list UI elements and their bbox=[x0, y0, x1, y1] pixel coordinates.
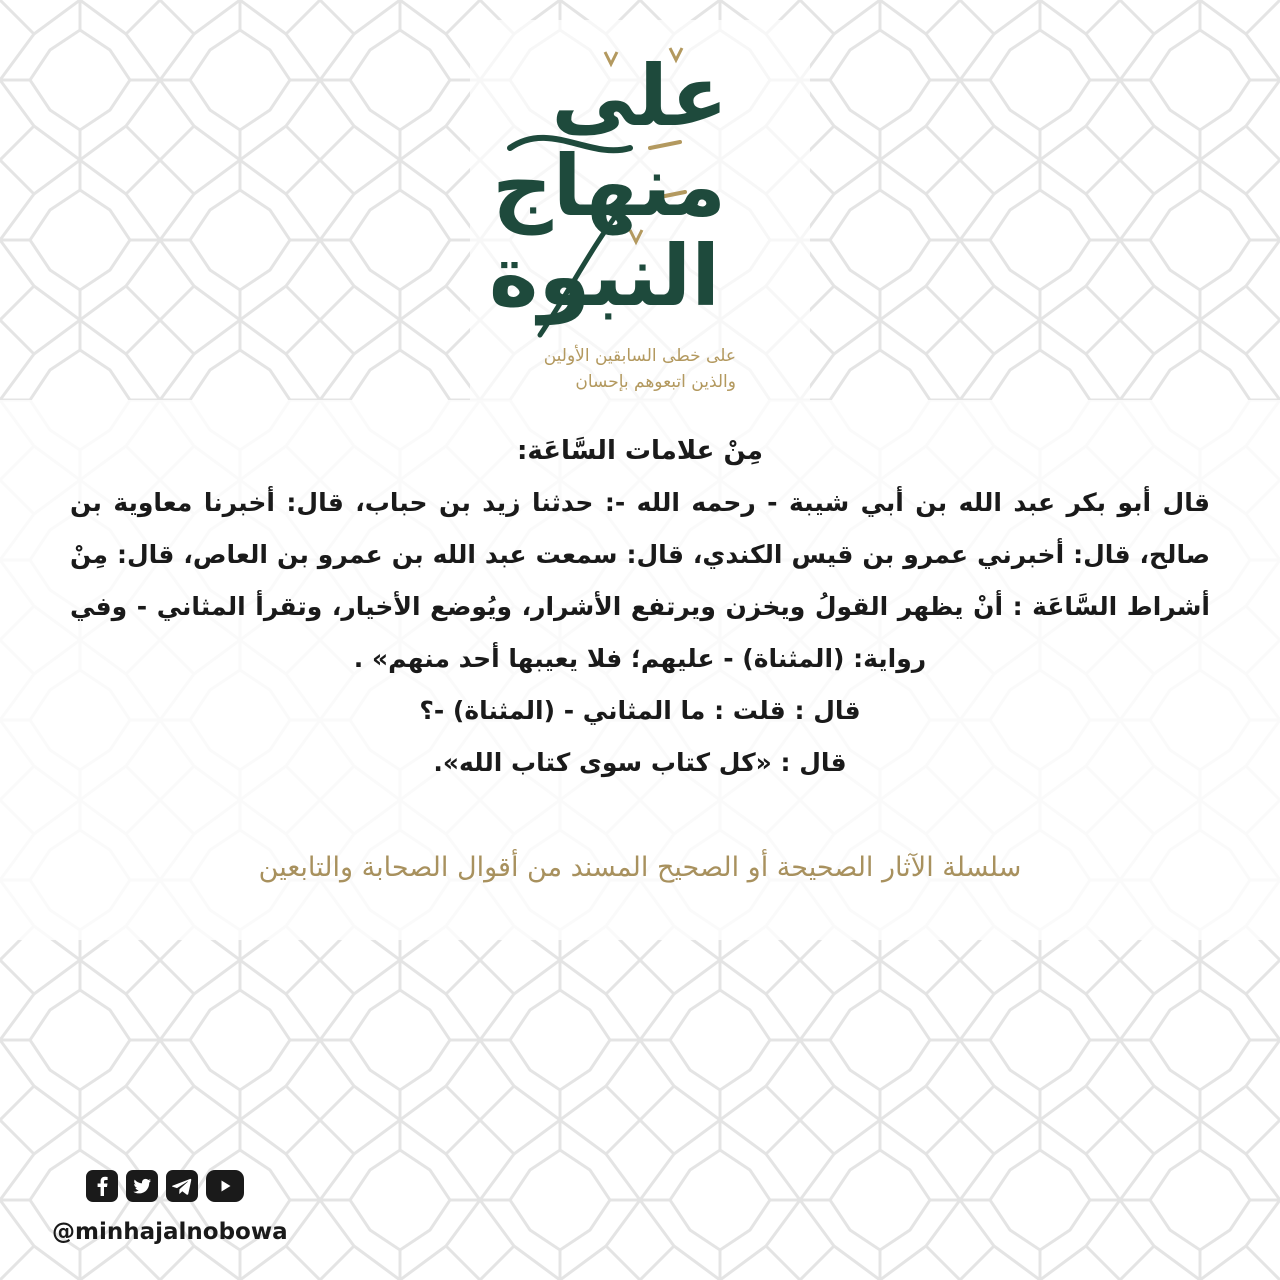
logo-tagline-2: والذين اتبعوهم بإحسان bbox=[575, 372, 736, 392]
post-body: قال أبو بكر عبد الله بن أبي شيبة - رحمه الله -: حدثنا زيد بن حباب، قال: أخبرنا معاوية بن صالح، قال: أخبرني عمرو بن قيس الكندي، قال: سمعت عبد الله بن عمرو بن العاص، قال: مِنْ أشراط السَّاعَة : أنْ يظهر القولُ ويخزن ويرتفع الأشرار، ويُوضع الأخيار، وتقرأ المثاني - وفي رواية: (المثناة) - عليهم؛ فلا يعيبها أحد منهم» . bbox=[70, 488, 1210, 673]
logo bbox=[480, 30, 800, 400]
youtube-icon[interactable] bbox=[206, 1170, 244, 1202]
post-title: مِنْ علامات السَّاعَة: bbox=[517, 436, 763, 466]
logo-word-3: النبوة bbox=[488, 227, 720, 325]
social-handle[interactable]: @minhajalnobowa bbox=[52, 1219, 288, 1245]
post-line-2: قال : قلت : ما المثاني - (المثناة) -؟ bbox=[419, 696, 861, 725]
post-line-3: قال : «كل كتاب سوى كتاب الله». bbox=[433, 748, 847, 777]
logo-word-1: على bbox=[551, 47, 728, 145]
logo-word-2: منهاج bbox=[492, 137, 726, 235]
social-icons bbox=[86, 1168, 246, 1204]
twitter-icon[interactable] bbox=[126, 1170, 158, 1202]
series-label: سلسلة الآثار الصحيحة أو الصحيح المسند من أقوال الصحابة والتابعين bbox=[258, 852, 1022, 883]
logo-tagline-1: على خطى السابقين الأولين bbox=[543, 346, 736, 366]
facebook-icon[interactable] bbox=[86, 1170, 118, 1202]
post-content bbox=[60, 425, 1220, 789]
telegram-icon[interactable] bbox=[166, 1170, 198, 1202]
